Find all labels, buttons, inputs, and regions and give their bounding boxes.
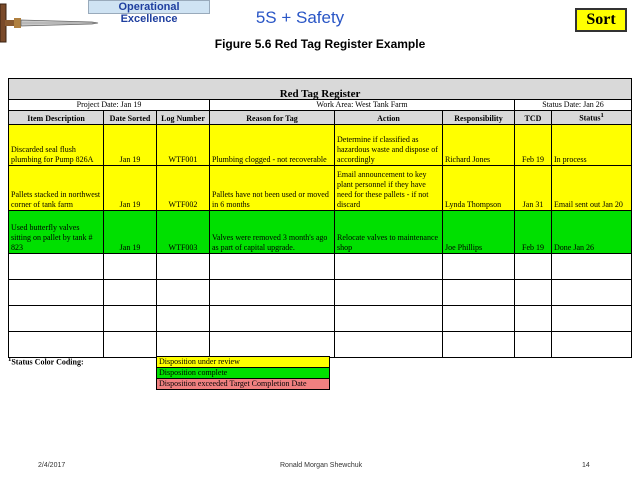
legend-item-exceeded: Disposition exceeded Target Completion Date: [156, 378, 330, 390]
col-header-reason: Reason for Tag: [210, 111, 335, 125]
item-description: Discarded seal flush plumbing for Pump 826A: [9, 124, 104, 165]
figure-caption: Figure 5.6 Red Tag Register Example: [214, 37, 426, 51]
col-header-responsibility: Responsibility: [443, 111, 515, 125]
red-tag-register-table: [8, 78, 632, 358]
responsibility: Lynda Thompson: [443, 165, 515, 210]
action: Relocate valves to maintenance shop: [335, 210, 443, 253]
footer-page-number: 14: [582, 462, 590, 469]
log-number: WTF001: [157, 124, 210, 165]
register-title-row: [9, 79, 632, 100]
footer-author: Ronald Morgan Shewchuk: [280, 462, 363, 469]
action: Determine if classified as hazardous waste and dispose of accordingly: [335, 124, 443, 165]
empty-row: [9, 331, 632, 357]
legend-item-complete: Disposition complete: [156, 367, 330, 379]
table-row: [9, 165, 632, 210]
col-header-item: Item Description: [9, 111, 104, 125]
reason-for-tag: Valves were removed 3 month's ago as part of capital upgrade.: [210, 210, 335, 253]
date-sorted: Jan 19: [104, 210, 157, 253]
empty-row: [9, 253, 632, 279]
operational-excellence-banner: Operational Excellence: [88, 0, 210, 14]
col-header-status: [552, 111, 632, 125]
date-sorted: Jan 19: [104, 124, 157, 165]
footer-date: 2/4/2017: [38, 462, 66, 469]
reason-for-tag: Plumbing clogged - not recoverable: [210, 124, 335, 165]
log-number: WTF002: [157, 165, 210, 210]
status: Email sent out Jan 20: [552, 165, 632, 210]
responsibility: Richard Jones: [443, 124, 515, 165]
legend-label-text: Status Color Coding:: [11, 357, 84, 367]
col-header-action: Action: [335, 111, 443, 125]
date-sorted: Jan 19: [104, 165, 157, 210]
status-date: Status Date: Jan 26: [515, 100, 632, 111]
item-description: Used butterfly valves sitting on pallet by tank # 823: [9, 210, 104, 253]
status-footnote-mark: 1: [600, 112, 604, 119]
col-header-tcd: TCD: [515, 111, 552, 125]
register-title: Red Tag Register: [9, 79, 632, 100]
tcd: Feb 19: [515, 124, 552, 165]
legend-label: [8, 356, 148, 367]
work-area: Work Area: West Tank Farm: [210, 100, 515, 111]
project-date: Project Date: Jan 19: [9, 100, 210, 111]
tcd: Feb 19: [515, 210, 552, 253]
legend-item-under-review: Disposition under review: [156, 356, 330, 368]
status-header-label: Status: [579, 113, 601, 123]
reason-for-tag: Pallets have not been used or moved in 6 months: [210, 165, 335, 210]
register-info-row: [9, 100, 632, 111]
empty-row: [9, 279, 632, 305]
tcd: Jan 31: [515, 165, 552, 210]
table-row: [9, 210, 632, 253]
action: Email announcement to key plant personnel if they have need for these pallets - if not discard: [335, 165, 443, 210]
table-row: [9, 124, 632, 165]
col-header-date: Date Sorted: [104, 111, 157, 125]
responsibility: Joe Phillips: [443, 210, 515, 253]
column-header-row: [9, 111, 632, 125]
slide-title: 5S + Safety: [255, 8, 345, 27]
sort-badge: Sort: [575, 8, 627, 32]
legend-footnote-mark: 1: [8, 356, 12, 363]
sword-logo: [0, 0, 100, 45]
empty-row: [9, 305, 632, 331]
log-number: WTF003: [157, 210, 210, 253]
status: In process: [552, 124, 632, 165]
status: Done Jan 26: [552, 210, 632, 253]
col-header-log: Log Number: [157, 111, 210, 125]
item-description: Pallets stacked in northwest corner of tank farm: [9, 165, 104, 210]
